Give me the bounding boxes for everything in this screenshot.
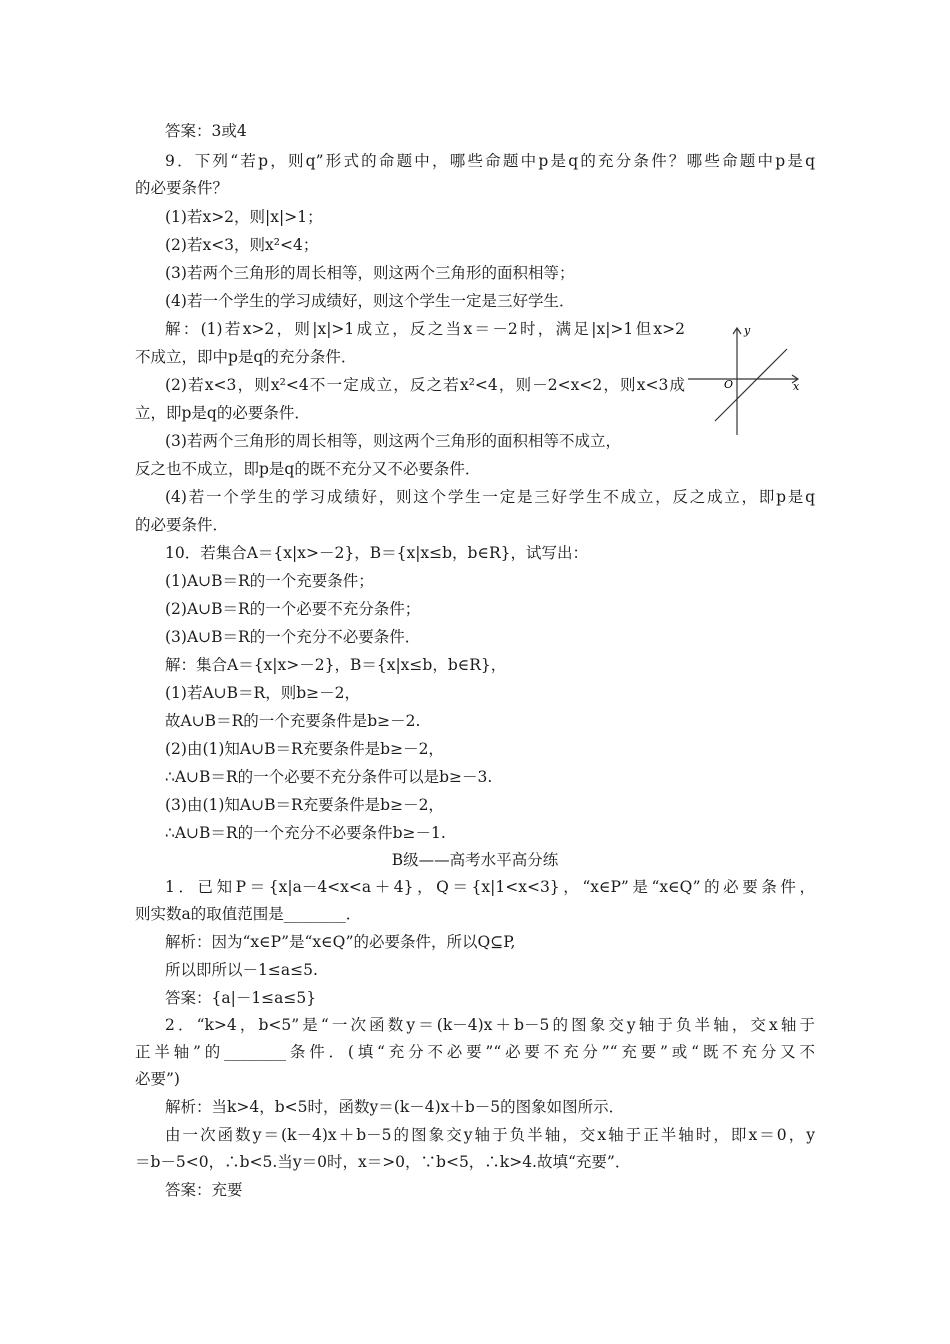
q9-solution-4: (4)若一个学生的学习成绩好，则这个学生一定是三好学生不成立，反之成立，即p是q xyxy=(165,488,815,506)
b2-analysis-2: 由一次函数y＝(k－4)x＋b－5的图象交y轴于负半轴，交x轴于正半轴时，即x＝0，y xyxy=(165,1126,815,1144)
b2-stem-end: 必要”) xyxy=(135,1070,180,1088)
q10-solution: 解：集合A＝{x|x>－2}，B＝{x|x≤b，b∈R}， xyxy=(165,656,507,674)
q9-solution-1-cont: 不成立，即中p是q的充分条件． xyxy=(135,348,357,366)
b2-answer: 答案：充要 xyxy=(165,1181,243,1199)
q9-item-2: (2)若x<3，则x²<4； xyxy=(165,236,319,254)
q9-solution-2-cont: 立，即p是q的必要条件． xyxy=(135,404,310,422)
q9-item-3: (3)若两个三角形的周长相等，则这两个三角形的面积相等； xyxy=(165,264,575,282)
q10-stem: 10．若集合A＝{x|x>－2}，B＝{x|x≤b，b∈R}，试写出： xyxy=(165,544,588,562)
q9-solution-3-cont: 反之也不成立，即p是q的既不充分又不必要条件． xyxy=(135,460,481,478)
q9-item-4: (4)若一个学生的学习成绩好，则这个学生一定是三好学生． xyxy=(165,292,575,310)
q10-item-2: (2)A∪B＝R的一个必要不充分条件； xyxy=(165,600,421,618)
q10-solution-1: (1)若A∪B＝R，则b≥－2， xyxy=(165,684,360,702)
q9-solution-2: (2)若x<3，则x²<4不一定成立，反之若x²<4，则－2<x<2，则x<3成 xyxy=(165,376,685,394)
q10-solution-3: (3)由(1)知A∪B＝R充要条件是b≥－2， xyxy=(165,796,444,814)
b1-analysis: 解析：因为“x∈P”是“x∈Q”的必要条件，所以Q⊆P, xyxy=(165,933,516,951)
answer-8: 答案：3或4 xyxy=(165,122,247,140)
q10-solution-2: (2)由(1)知A∪B＝R充要条件是b≥－2， xyxy=(165,740,444,758)
q10-item-1: (1)A∪B＝R的一个充要条件； xyxy=(165,572,374,590)
x-axis-label: x xyxy=(793,380,800,393)
section-heading: B级——高考水平高分练 xyxy=(391,851,559,869)
b1-answer: 答案：{a|－1≤a≤5} xyxy=(165,989,317,1007)
y-axis-label: y xyxy=(744,324,751,337)
linear-function-graph xyxy=(688,322,808,442)
q10-solution-2-result: ∴A∪B＝R的一个必要不充分条件可以是b≥－3. xyxy=(165,768,493,786)
q9-solution-1: 解：(1)若x>2，则|x|>1成立，反之当x＝－2时，满足|x|>1但x>2 xyxy=(165,320,685,338)
q9-stem-cont: 的必要条件？ xyxy=(135,179,229,197)
b2-stem-cont: 正半轴”的________条件．(填“充分不必要”“必要不充分”“充要”或“既不充分又不 xyxy=(135,1043,815,1061)
q9-solution-3: (3)若两个三角形的周长相等，则这两个三角形的面积相等不成立， xyxy=(165,432,621,450)
q10-item-3: (3)A∪B＝R的一个充分不必要条件． xyxy=(165,628,421,646)
q9-item-1: (1)若x>2，则|x|>1； xyxy=(165,208,323,226)
q10-solution-1-result: 故A∪B＝R的一个充要条件是b≥－2. xyxy=(165,712,421,730)
b2-analysis: 解析：当k>4，b<5时，函数y＝(k－4)x＋b－5的图象如图所示． xyxy=(165,1098,625,1116)
origin-label: O xyxy=(724,378,734,391)
b1-stem: 1．已知P＝{x|a－4<x<a＋4}，Q＝{x|1<x<3}，“x∈P”是“x∈Q”的必要条件， xyxy=(165,878,815,896)
q9-stem: 9．下列“若p，则q”形式的命题中，哪些命题中p是q的充分条件？哪些命题中p是q xyxy=(165,152,815,170)
q10-solution-3-result: ∴A∪B＝R的一个充分不必要条件b≥－1. xyxy=(165,824,446,842)
b2-analysis-3: ＝b－5<0，∴b<5.当y＝0时，x＝>0，∵b<5，∴k>4.故填“充要”． xyxy=(135,1153,631,1171)
q9-solution-4-cont: 的必要条件． xyxy=(135,516,229,534)
b1-analysis-cont: 所以即所以－1≤a≤5. xyxy=(165,961,318,979)
b2-stem: 2．“k>4，b<5”是“一次函数y＝(k－4)x＋b－5的图象交y轴于负半轴，交x轴于 xyxy=(165,1016,815,1034)
b1-stem-cont: 则实数a的取值范围是________． xyxy=(135,905,362,923)
